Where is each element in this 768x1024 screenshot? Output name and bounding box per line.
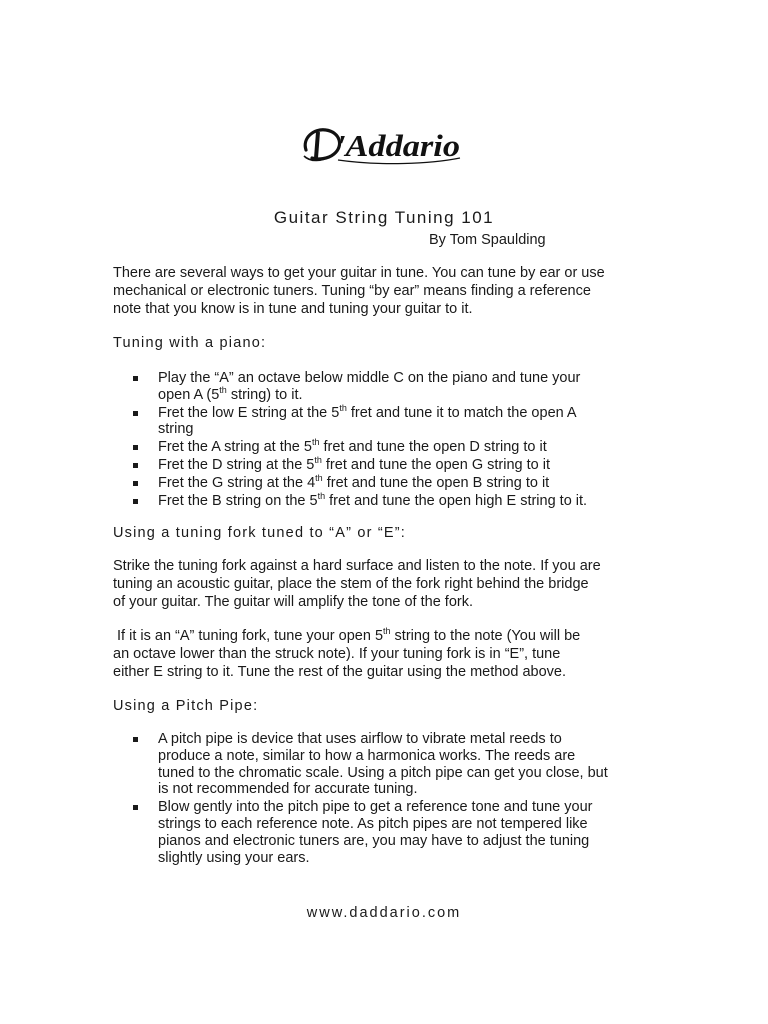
list-item bbox=[113, 370, 653, 404]
bullet-icon bbox=[133, 737, 138, 742]
section-heading-pitch-pipe: Using a Pitch Pipe: bbox=[113, 698, 259, 714]
pitch-pipe-list bbox=[113, 731, 653, 866]
list-item-line: produce a note, similar to how a harmonica works. The reeds are bbox=[158, 747, 576, 764]
bullet-icon bbox=[133, 376, 138, 381]
intro-line: There are several ways to get your guitar in tune. You can tune by ear or use bbox=[113, 265, 605, 281]
bullet-icon bbox=[133, 463, 138, 468]
list-item-line: slightly using your ears. bbox=[158, 849, 310, 866]
list-item-line: open A (5th string) to it. bbox=[158, 384, 303, 403]
paragraph-line: If it is an “A” tuning fork, tune your open 5th string to the note (You will be bbox=[113, 626, 581, 644]
bullet-icon bbox=[133, 805, 138, 810]
bullet-icon bbox=[133, 411, 138, 416]
paragraph-line: either E string to it. Tune the rest of the guitar using the method above. bbox=[113, 664, 566, 680]
list-item-line: Fret the D string at the 5th fret and tune the open G string to it bbox=[158, 454, 550, 473]
list-item-line: tuned to the chromatic scale. Using a pitch pipe can get you close, but bbox=[158, 764, 608, 781]
paragraph-line: an octave lower than the struck note). If your tuning fork is in “E”, tune bbox=[113, 646, 561, 662]
bullet-icon bbox=[133, 445, 138, 450]
list-item-line: string bbox=[158, 421, 194, 438]
list-item bbox=[113, 731, 653, 798]
list-item-line: A pitch pipe is device that uses airflow to vibrate metal reeds to bbox=[158, 731, 562, 747]
list-item bbox=[113, 799, 653, 866]
section-heading-piano: Tuning with a piano: bbox=[113, 335, 267, 351]
author-byline: By Tom Spaulding bbox=[429, 232, 546, 248]
list-item bbox=[113, 439, 653, 456]
intro-line: note that you know is in tune and tuning your guitar to it. bbox=[113, 301, 473, 317]
paragraph-line: tuning an acoustic guitar, place the stem of the fork right behind the bridge bbox=[113, 576, 589, 592]
list-item-line: Blow gently into the pitch pipe to get a reference tone and tune your bbox=[158, 799, 593, 816]
paragraph-line: Strike the tuning fork against a hard surface and listen to the note. If you are bbox=[113, 558, 601, 574]
bullet-icon bbox=[133, 499, 138, 504]
list-item bbox=[113, 454, 653, 474]
list-item bbox=[113, 402, 653, 439]
section-heading-tuning-fork: Using a tuning fork tuned to “A” or “E”: bbox=[113, 525, 406, 541]
piano-steps-list bbox=[113, 370, 653, 509]
list-item bbox=[113, 490, 653, 510]
document-title: Guitar String Tuning 101 bbox=[273, 208, 495, 227]
list-item-line: pianos and electronic tuners are, you may have to adjust the tuning bbox=[158, 832, 590, 849]
svg-text:'Addario: 'Addario bbox=[336, 128, 460, 163]
bullet-icon bbox=[133, 481, 138, 486]
list-item-line: is not recommended for accurate tuning. bbox=[158, 781, 418, 798]
list-item-line: Fret the G string at the 4th fret and tune the open B string to it bbox=[158, 472, 550, 491]
list-item bbox=[113, 472, 653, 492]
website-link[interactable]: www.daddario.com bbox=[306, 905, 462, 921]
list-item-line: Fret the low E string at the 5th fret and tune it to match the open A bbox=[158, 402, 577, 421]
daddario-logo-graphic bbox=[300, 116, 468, 170]
daddario-logo bbox=[300, 116, 468, 170]
list-item-line: strings to each reference note. As pitch pipes are not tempered like bbox=[158, 815, 588, 832]
list-item-line: Play the “A” an octave below middle C on the piano and tune your bbox=[158, 370, 581, 386]
tuning-fork-paragraph-2 bbox=[113, 627, 673, 681]
intro-line: mechanical or electronic tuners. Tuning “by ear” means finding a reference bbox=[113, 283, 591, 299]
list-item-line: Fret the B string on the 5th fret and tune the open high E string to it. bbox=[158, 490, 588, 509]
tuning-fork-paragraph-1 bbox=[113, 557, 673, 611]
list-item-line: Fret the A string at the 5th fret and tune the open D string to it bbox=[158, 437, 547, 456]
intro-paragraph bbox=[113, 264, 673, 318]
paragraph-line: of your guitar. The guitar will amplify the tone of the fork. bbox=[113, 594, 474, 610]
